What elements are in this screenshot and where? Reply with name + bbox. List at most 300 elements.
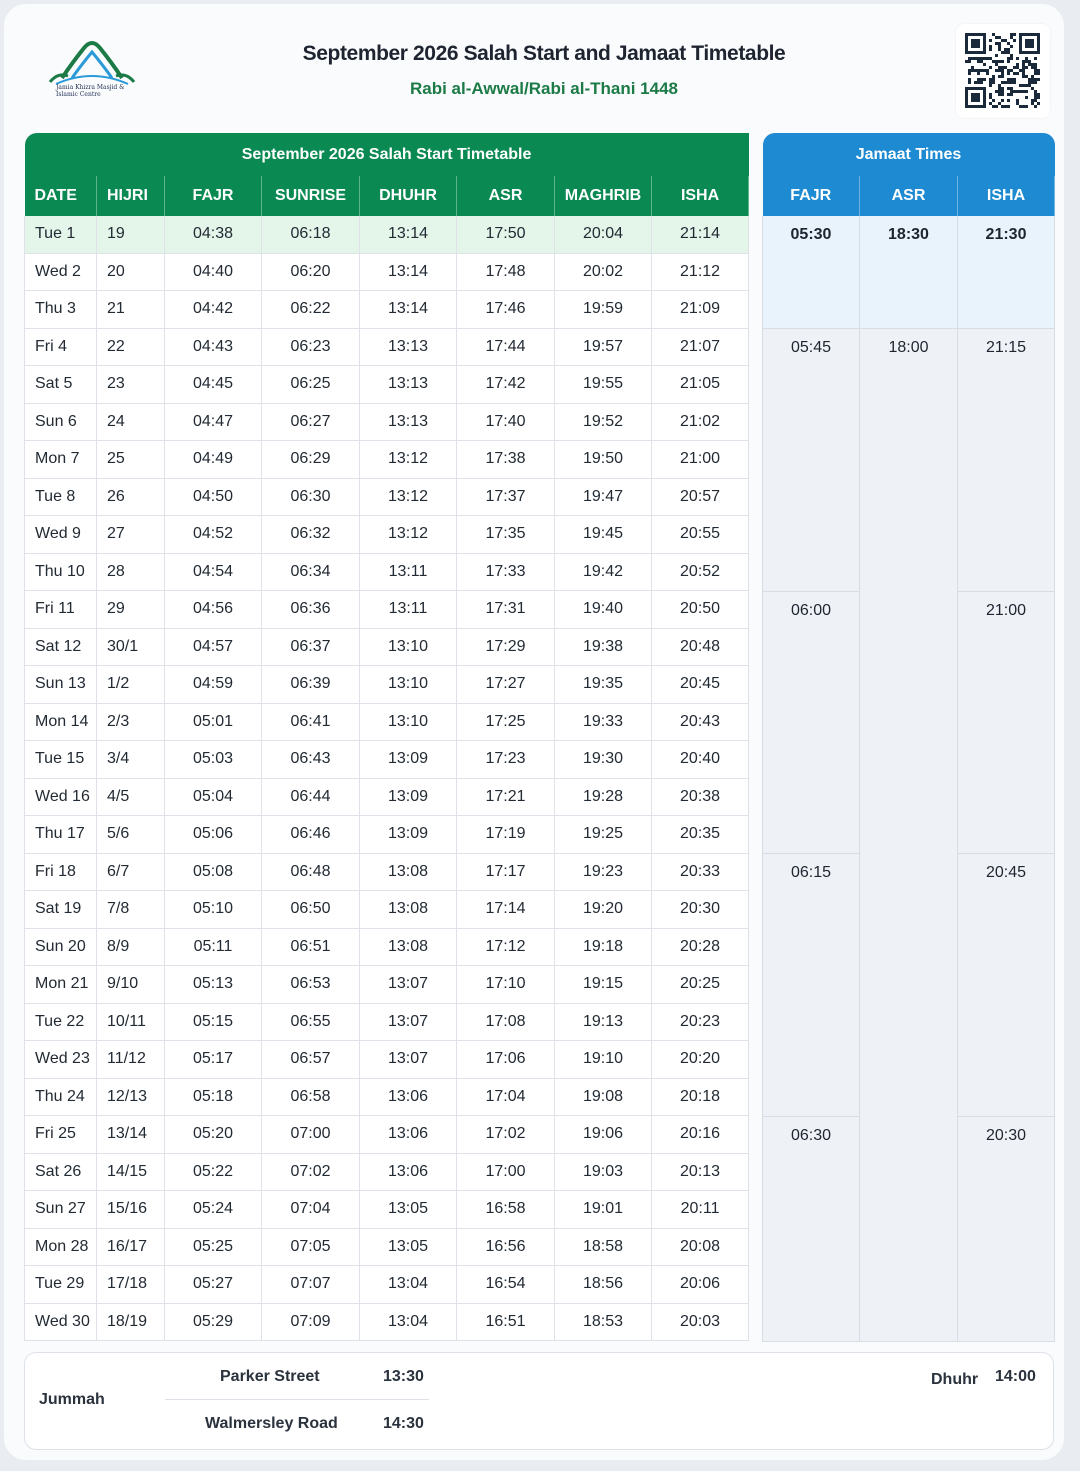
- jamaat-row: [763, 329, 1055, 367]
- table-cell: 17:33: [457, 553, 555, 591]
- table-cell: 20:08: [652, 1228, 749, 1266]
- table-cell: 17:44: [457, 328, 555, 366]
- table-cell: 07:05: [262, 1228, 360, 1266]
- table-cell: 13:07: [360, 1003, 457, 1041]
- table-cell: 13:14: [360, 291, 457, 329]
- table-cell: Tue 8: [25, 478, 97, 516]
- table-cell: 04:54: [165, 553, 262, 591]
- jamaat-table-title: Jamaat Times: [763, 133, 1055, 176]
- column-header: DATE: [25, 176, 97, 216]
- table-cell: 27: [97, 516, 165, 554]
- table-row: [25, 966, 749, 1004]
- table-cell: 13:09: [360, 816, 457, 854]
- table-cell: 20:03: [652, 1303, 749, 1341]
- table-cell: 28: [97, 553, 165, 591]
- table-cell: 13:10: [360, 628, 457, 666]
- jummah-label: Jummah: [39, 1391, 105, 1408]
- table-row: [25, 1041, 749, 1079]
- column-header: FAJR: [763, 176, 860, 216]
- qr-code-icon[interactable]: [956, 24, 1050, 118]
- table-cell: 13:06: [360, 1153, 457, 1191]
- table-cell: 10/11: [97, 1003, 165, 1041]
- jummah-location-2: Walmersley Road: [205, 1415, 338, 1432]
- column-header: FAJR: [165, 176, 262, 216]
- table-cell: 17:37: [457, 478, 555, 516]
- table-cell: 04:38: [165, 216, 262, 253]
- table-cell: 20:11: [652, 1191, 749, 1229]
- table-row: [25, 703, 749, 741]
- table-cell: 17/18: [97, 1266, 165, 1304]
- table-cell: 07:00: [262, 1116, 360, 1154]
- table-cell: 06:50: [262, 891, 360, 929]
- table-cell: 13:07: [360, 1041, 457, 1079]
- table-cell: 06:20: [262, 253, 360, 291]
- table-cell: Thu 3: [25, 291, 97, 329]
- table-cell: 06:18: [262, 216, 360, 253]
- table-cell: 05:01: [165, 703, 262, 741]
- jamaat-isha-time: 20:30: [958, 1116, 1055, 1341]
- table-cell: Wed 2: [25, 253, 97, 291]
- table-cell: 05:25: [165, 1228, 262, 1266]
- table-cell: Fri 11: [25, 591, 97, 629]
- table-cell: 3/4: [97, 741, 165, 779]
- table-cell: 20:40: [652, 741, 749, 779]
- table-cell: 06:37: [262, 628, 360, 666]
- table-cell: 20:52: [652, 553, 749, 591]
- table-cell: 19:50: [555, 441, 652, 479]
- table-row: [25, 291, 749, 329]
- table-cell: Wed 30: [25, 1303, 97, 1341]
- table-row: [25, 741, 749, 779]
- table-cell: 20:18: [652, 1078, 749, 1116]
- table-cell: 20:43: [652, 703, 749, 741]
- table-cell: 17:21: [457, 778, 555, 816]
- jamaat-fajr-time: 05:45: [763, 329, 860, 592]
- table-row: [25, 1266, 749, 1304]
- table-cell: 05:24: [165, 1191, 262, 1229]
- table-cell: 06:36: [262, 591, 360, 629]
- table-cell: 05:03: [165, 741, 262, 779]
- table-cell: 04:42: [165, 291, 262, 329]
- table-row: [25, 666, 749, 704]
- table-cell: 07:09: [262, 1303, 360, 1341]
- table-cell: 17:02: [457, 1116, 555, 1154]
- table-cell: 05:11: [165, 928, 262, 966]
- table-cell: 4/5: [97, 778, 165, 816]
- table-cell: 19:10: [555, 1041, 652, 1079]
- table-cell: 7/8: [97, 891, 165, 929]
- table-cell: Mon 21: [25, 966, 97, 1004]
- footer-divider: [165, 1399, 429, 1400]
- table-row: [25, 328, 749, 366]
- table-row: [25, 928, 749, 966]
- table-cell: 06:48: [262, 853, 360, 891]
- table-row: [25, 778, 749, 816]
- table-cell: 16/17: [97, 1228, 165, 1266]
- table-cell: 06:43: [262, 741, 360, 779]
- title-block: [204, 42, 884, 99]
- column-header: ISHA: [652, 176, 749, 216]
- table-cell: 2/3: [97, 703, 165, 741]
- table-cell: 06:27: [262, 403, 360, 441]
- table-cell: 06:41: [262, 703, 360, 741]
- start-table-title: September 2026 Salah Start Timetable: [25, 133, 749, 176]
- table-cell: 18:58: [555, 1228, 652, 1266]
- table-row: [25, 1191, 749, 1229]
- table-cell: Mon 7: [25, 441, 97, 479]
- table-cell: 13:04: [360, 1266, 457, 1304]
- table-cell: 16:51: [457, 1303, 555, 1341]
- table-cell: 20:13: [652, 1153, 749, 1191]
- table-cell: 06:39: [262, 666, 360, 704]
- table-cell: 17:31: [457, 591, 555, 629]
- table-cell: 05:10: [165, 891, 262, 929]
- table-cell: Sun 13: [25, 666, 97, 704]
- table-cell: 17:00: [457, 1153, 555, 1191]
- jamaat-asr-time: 18:30: [860, 216, 958, 329]
- table-cell: 07:07: [262, 1266, 360, 1304]
- table-cell: 06:29: [262, 441, 360, 479]
- table-cell: 13:06: [360, 1078, 457, 1116]
- table-cell: 19:45: [555, 516, 652, 554]
- table-cell: Fri 18: [25, 853, 97, 891]
- table-cell: 19:59: [555, 291, 652, 329]
- table-cell: Tue 15: [25, 741, 97, 779]
- table-cell: 21:14: [652, 216, 749, 253]
- table-cell: 06:30: [262, 478, 360, 516]
- column-header: SUNRISE: [262, 176, 360, 216]
- jamaat-isha-time: 20:45: [958, 854, 1055, 1117]
- table-cell: 05:20: [165, 1116, 262, 1154]
- table-row: [25, 253, 749, 291]
- table-cell: 13:08: [360, 853, 457, 891]
- mosque-logo-icon: [42, 38, 142, 104]
- table-row: [25, 403, 749, 441]
- table-cell: 1/2: [97, 666, 165, 704]
- table-cell: 19:38: [555, 628, 652, 666]
- table-cell: 19:40: [555, 591, 652, 629]
- column-header: ISHA: [958, 176, 1055, 216]
- table-cell: 13:13: [360, 366, 457, 404]
- table-cell: 16:54: [457, 1266, 555, 1304]
- table-cell: 5/6: [97, 816, 165, 854]
- table-cell: 21:07: [652, 328, 749, 366]
- table-row: [25, 553, 749, 591]
- table-cell: Sun 20: [25, 928, 97, 966]
- table-cell: 07:02: [262, 1153, 360, 1191]
- column-header: ASR: [860, 176, 958, 216]
- table-cell: 21: [97, 291, 165, 329]
- table-cell: 17:48: [457, 253, 555, 291]
- table-cell: 21:09: [652, 291, 749, 329]
- table-row: [25, 478, 749, 516]
- table-cell: 05:04: [165, 778, 262, 816]
- table-cell: Sat 26: [25, 1153, 97, 1191]
- table-cell: Tue 22: [25, 1003, 97, 1041]
- table-cell: 13:12: [360, 441, 457, 479]
- table-cell: Tue 29: [25, 1266, 97, 1304]
- table-cell: 07:04: [262, 1191, 360, 1229]
- table-cell: 19:47: [555, 478, 652, 516]
- table-cell: 13:09: [360, 778, 457, 816]
- table-cell: 19:06: [555, 1116, 652, 1154]
- jummah-footer: [24, 1352, 1054, 1450]
- table-cell: 04:56: [165, 591, 262, 629]
- column-header: HIJRI: [97, 176, 165, 216]
- table-cell: 04:52: [165, 516, 262, 554]
- table-cell: 14/15: [97, 1153, 165, 1191]
- table-cell: 20:57: [652, 478, 749, 516]
- table-cell: 17:10: [457, 966, 555, 1004]
- table-cell: 20:55: [652, 516, 749, 554]
- table-cell: 20:35: [652, 816, 749, 854]
- table-cell: 20:25: [652, 966, 749, 1004]
- table-row: [25, 1228, 749, 1266]
- table-cell: 20:28: [652, 928, 749, 966]
- table-cell: 05:06: [165, 816, 262, 854]
- table-cell: 16:56: [457, 1228, 555, 1266]
- table-cell: 19:23: [555, 853, 652, 891]
- table-cell: 13:08: [360, 928, 457, 966]
- table-cell: 19:52: [555, 403, 652, 441]
- table-cell: 13:09: [360, 741, 457, 779]
- table-row: [25, 441, 749, 479]
- table-cell: 19:42: [555, 553, 652, 591]
- table-row: [25, 1078, 749, 1116]
- table-cell: 17:23: [457, 741, 555, 779]
- logo-text: Jamia Khizra Masjid & Islamic Centre: [56, 84, 125, 98]
- jummah-time-2: 14:30: [383, 1415, 424, 1432]
- table-cell: Thu 24: [25, 1078, 97, 1116]
- table-cell: 05:22: [165, 1153, 262, 1191]
- table-row: [25, 816, 749, 854]
- dhuhr-label: Dhuhr: [931, 1371, 979, 1388]
- table-cell: 05:18: [165, 1078, 262, 1116]
- table-cell: 04:59: [165, 666, 262, 704]
- table-cell: 06:34: [262, 553, 360, 591]
- table-cell: 13:05: [360, 1228, 457, 1266]
- table-cell: 17:38: [457, 441, 555, 479]
- table-row: [25, 366, 749, 404]
- jamaat-isha-time: 21:00: [958, 591, 1055, 854]
- table-cell: Thu 10: [25, 553, 97, 591]
- table-cell: 06:44: [262, 778, 360, 816]
- jamaat-table: [762, 133, 1055, 1342]
- table-cell: 06:32: [262, 516, 360, 554]
- table-cell: 17:19: [457, 816, 555, 854]
- table-cell: Sun 6: [25, 403, 97, 441]
- table-cell: Sun 27: [25, 1191, 97, 1229]
- table-cell: 13/14: [97, 1116, 165, 1154]
- table-cell: Tue 1: [25, 216, 97, 253]
- table-cell: 19:01: [555, 1191, 652, 1229]
- table-cell: Sat 12: [25, 628, 97, 666]
- table-cell: 21:02: [652, 403, 749, 441]
- salah-start-table: [24, 133, 749, 1341]
- table-cell: 13:10: [360, 666, 457, 704]
- table-cell: 29: [97, 591, 165, 629]
- table-cell: 17:50: [457, 216, 555, 253]
- table-cell: 19:20: [555, 891, 652, 929]
- table-cell: 19:33: [555, 703, 652, 741]
- table-cell: 6/7: [97, 853, 165, 891]
- column-header: MAGHRIB: [555, 176, 652, 216]
- table-cell: 23: [97, 366, 165, 404]
- table-cell: 19:57: [555, 328, 652, 366]
- table-cell: Mon 14: [25, 703, 97, 741]
- table-cell: 19:03: [555, 1153, 652, 1191]
- table-cell: 13:11: [360, 591, 457, 629]
- table-cell: 04:43: [165, 328, 262, 366]
- table-cell: 06:46: [262, 816, 360, 854]
- table-cell: 13:12: [360, 516, 457, 554]
- table-cell: 04:47: [165, 403, 262, 441]
- table-cell: 06:23: [262, 328, 360, 366]
- table-cell: 20:04: [555, 216, 652, 253]
- table-cell: 13:10: [360, 703, 457, 741]
- table-cell: 20:02: [555, 253, 652, 291]
- table-cell: 19:18: [555, 928, 652, 966]
- table-cell: 18:53: [555, 1303, 652, 1341]
- table-cell: 25: [97, 441, 165, 479]
- table-row: [25, 628, 749, 666]
- table-cell: 20:16: [652, 1116, 749, 1154]
- table-cell: 04:57: [165, 628, 262, 666]
- jamaat-fajr-time: 06:00: [763, 591, 860, 854]
- table-row: [25, 591, 749, 629]
- table-cell: 20:48: [652, 628, 749, 666]
- table-cell: 13:11: [360, 553, 457, 591]
- table-cell: 17:46: [457, 291, 555, 329]
- table-cell: Wed 23: [25, 1041, 97, 1079]
- table-cell: 17:25: [457, 703, 555, 741]
- table-cell: 21:05: [652, 366, 749, 404]
- table-cell: 20:20: [652, 1041, 749, 1079]
- table-cell: 04:45: [165, 366, 262, 404]
- table-cell: 05:27: [165, 1266, 262, 1304]
- table-cell: 13:06: [360, 1116, 457, 1154]
- table-cell: 9/10: [97, 966, 165, 1004]
- table-cell: 19: [97, 216, 165, 253]
- table-cell: 05:08: [165, 853, 262, 891]
- table-cell: 17:35: [457, 516, 555, 554]
- table-cell: 19:13: [555, 1003, 652, 1041]
- table-cell: 18/19: [97, 1303, 165, 1341]
- table-cell: 05:17: [165, 1041, 262, 1079]
- jummah-location-1: Parker Street: [220, 1368, 320, 1385]
- table-cell: 06:57: [262, 1041, 360, 1079]
- table-cell: 19:25: [555, 816, 652, 854]
- table-cell: 17:12: [457, 928, 555, 966]
- table-row: [25, 1116, 749, 1154]
- table-cell: 17:42: [457, 366, 555, 404]
- column-header: ASR: [457, 176, 555, 216]
- table-cell: 04:40: [165, 253, 262, 291]
- table-row: [25, 1153, 749, 1191]
- table-cell: 17:14: [457, 891, 555, 929]
- jamaat-row: [763, 216, 1055, 254]
- table-cell: 17:27: [457, 666, 555, 704]
- table-cell: 19:35: [555, 666, 652, 704]
- table-cell: 06:25: [262, 366, 360, 404]
- table-cell: 06:51: [262, 928, 360, 966]
- table-cell: 17:06: [457, 1041, 555, 1079]
- table-cell: 05:29: [165, 1303, 262, 1341]
- table-cell: 19:28: [555, 778, 652, 816]
- jamaat-isha-time: 21:30: [958, 216, 1055, 329]
- table-cell: 17:29: [457, 628, 555, 666]
- table-cell: 17:08: [457, 1003, 555, 1041]
- table-cell: 04:50: [165, 478, 262, 516]
- dhuhr-time: 14:00: [995, 1368, 1036, 1385]
- table-cell: 20:50: [652, 591, 749, 629]
- table-cell: 04:49: [165, 441, 262, 479]
- table-cell: 22: [97, 328, 165, 366]
- table-cell: Sat 5: [25, 366, 97, 404]
- table-cell: 26: [97, 478, 165, 516]
- table-cell: Fri 25: [25, 1116, 97, 1154]
- jamaat-isha-time: 21:15: [958, 329, 1055, 592]
- table-cell: 30/1: [97, 628, 165, 666]
- table-cell: 20:06: [652, 1266, 749, 1304]
- page-title: September 2026 Salah Start and Jamaat Timetable: [302, 42, 786, 65]
- table-cell: 24: [97, 403, 165, 441]
- table-cell: 13:14: [360, 253, 457, 291]
- table-cell: 19:15: [555, 966, 652, 1004]
- table-cell: 20:33: [652, 853, 749, 891]
- table-cell: Fri 4: [25, 328, 97, 366]
- table-cell: Wed 16: [25, 778, 97, 816]
- table-cell: 13:14: [360, 216, 457, 253]
- table-cell: 05:13: [165, 966, 262, 1004]
- table-cell: 12/13: [97, 1078, 165, 1116]
- table-cell: 06:55: [262, 1003, 360, 1041]
- table-cell: 11/12: [97, 1041, 165, 1079]
- table-cell: 13:08: [360, 891, 457, 929]
- table-row: [25, 1003, 749, 1041]
- jamaat-fajr-time: 06:15: [763, 854, 860, 1117]
- table-cell: 13:07: [360, 966, 457, 1004]
- table-cell: 13:12: [360, 478, 457, 516]
- table-cell: 20:45: [652, 666, 749, 704]
- table-cell: Mon 28: [25, 1228, 97, 1266]
- jamaat-fajr-time: 05:30: [763, 216, 860, 329]
- table-cell: 19:30: [555, 741, 652, 779]
- table-cell: 20:23: [652, 1003, 749, 1041]
- table-cell: Sat 19: [25, 891, 97, 929]
- table-cell: 06:22: [262, 291, 360, 329]
- table-row: [25, 1303, 749, 1341]
- table-cell: 17:04: [457, 1078, 555, 1116]
- table-cell: 20:30: [652, 891, 749, 929]
- table-cell: 13:13: [360, 403, 457, 441]
- table-cell: 20: [97, 253, 165, 291]
- table-cell: 16:58: [457, 1191, 555, 1229]
- table-cell: 17:17: [457, 853, 555, 891]
- table-row: [25, 216, 749, 253]
- table-row: [25, 516, 749, 554]
- table-cell: Wed 9: [25, 516, 97, 554]
- jummah-time-1: 13:30: [383, 1368, 424, 1385]
- table-row: [25, 853, 749, 891]
- table-cell: Thu 17: [25, 816, 97, 854]
- table-cell: 19:55: [555, 366, 652, 404]
- table-cell: 15/16: [97, 1191, 165, 1229]
- table-cell: 18:56: [555, 1266, 652, 1304]
- table-cell: 06:53: [262, 966, 360, 1004]
- table-cell: 21:12: [652, 253, 749, 291]
- jamaat-asr-time: 18:00: [860, 329, 958, 1342]
